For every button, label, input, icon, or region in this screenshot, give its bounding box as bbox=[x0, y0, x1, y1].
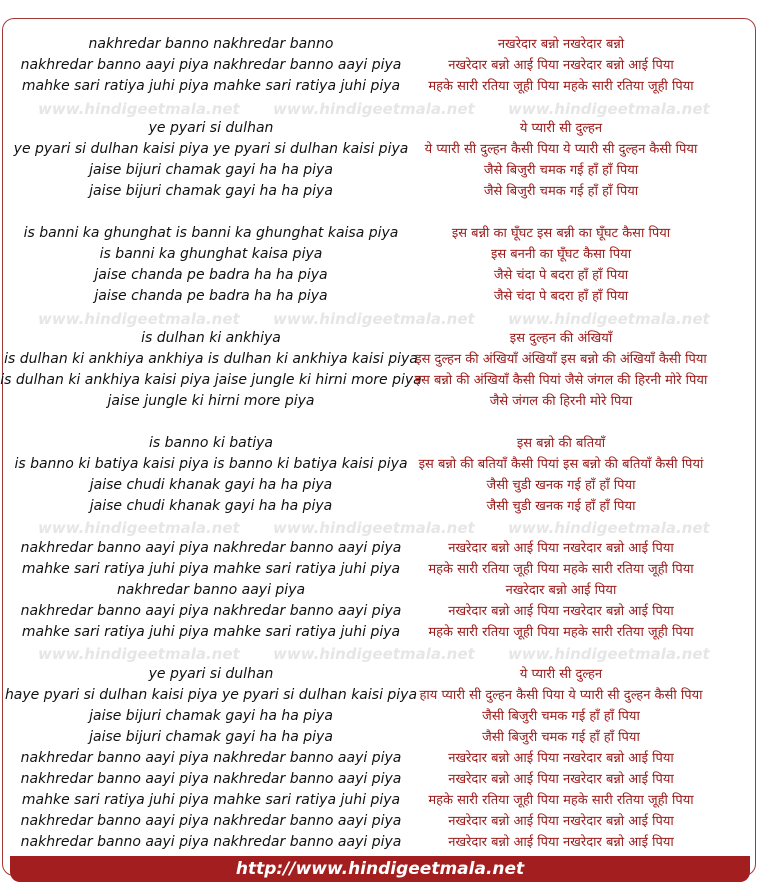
lyric-line-hindi: जैसे चंदा पे बदरा हाँ हाँ पिया bbox=[493, 268, 629, 283]
lyric-line-english: jaise chanda pe badra ha ha piya bbox=[94, 267, 328, 283]
lyric-line-english: haye pyari si dulhan kaisi piya ye pyari si dulhan kaisi piya bbox=[4, 687, 418, 703]
lyric-line-hindi: जैसी बिजुरी चमक गई हाँ हाँ पिया bbox=[482, 709, 640, 724]
lyric-line-hindi: इस दुल्हन की अंखियाँ bbox=[509, 331, 613, 346]
lyric-line-hindi: इस बन्नी का घूँघट इस बन्नी का घूँघट कैसा पिया bbox=[451, 226, 671, 241]
lyric-line-english: is banno ki batiya bbox=[148, 435, 274, 451]
lyric-line-hindi: महके सारी रतिया जूही पिया महके सारी रतिया जूही पिया bbox=[428, 79, 694, 94]
lyric-line-english: nakhredar banno aayi piya nakhredar banno aayi piya bbox=[20, 834, 402, 850]
lyric-line-english: jaise chudi khanak gayi ha ha piya bbox=[89, 477, 333, 493]
lyric-line-hindi: ये प्यारी सी दुल्हन bbox=[519, 667, 603, 682]
lyric-line-english: nakhredar banno aayi piya nakhredar banno aayi piya bbox=[20, 813, 402, 829]
watermark: www.hindigeetmala.net bbox=[38, 100, 240, 118]
lyric-line-hindi: ये प्यारी सी दुल्हन कैसी पिया ये प्यारी सी दुल्हन कैसी पिया bbox=[424, 142, 698, 157]
lyric-line-hindi: जैसे चंदा पे बदरा हाँ हाँ पिया bbox=[493, 289, 629, 304]
lyric-line-english: nakhredar banno nakhredar banno bbox=[88, 36, 334, 52]
lyric-line-english: ye pyari si dulhan bbox=[148, 120, 274, 136]
lyric-line-hindi: जैसी बिजुरी चमक गई हाँ हाँ पिया bbox=[482, 730, 640, 745]
lyric-line-hindi: इस बन्नो की अंखियाँ कैसी पियां जैसे जंगल की हिरनी मोरे पिया bbox=[414, 373, 708, 388]
lyric-line-english: nakhredar banno aayi piya nakhredar banno aayi piya bbox=[20, 540, 402, 556]
lyric-line-english: jaise chudi khanak gayi ha ha piya bbox=[89, 498, 333, 514]
lyric-line-english: mahke sari ratiya juhi piya mahke sari ratiya juhi piya bbox=[21, 624, 401, 640]
lyric-line-english: mahke sari ratiya juhi piya mahke sari ratiya juhi piya bbox=[21, 792, 401, 808]
lyric-line-hindi: महके सारी रतिया जूही पिया महके सारी रतिया जूही पिया bbox=[428, 793, 694, 808]
lyric-line-english: mahke sari ratiya juhi piya mahke sari ratiya juhi piya bbox=[21, 561, 401, 577]
lyric-line-hindi: नखरेदार बन्नो नखरेदार बन्नो bbox=[497, 37, 625, 52]
lyric-line-english: nakhredar banno aayi piya nakhredar banno aayi piya bbox=[20, 57, 402, 73]
lyric-line-english: jaise bijuri chamak gayi ha ha piya bbox=[89, 183, 333, 199]
watermark: www.hindigeetmala.net bbox=[508, 310, 710, 328]
lyric-line-english: is banno ki batiya kaisi piya is banno ki batiya kaisi piya bbox=[14, 456, 408, 472]
lyric-line-hindi: इस बननी का घूँघट कैसा पिया bbox=[490, 247, 632, 262]
watermark: www.hindigeetmala.net bbox=[273, 519, 475, 537]
watermark: www.hindigeetmala.net bbox=[38, 310, 240, 328]
lyric-line-hindi: जैसी चुडी खनक गई हाँ हाँ पिया bbox=[486, 499, 636, 514]
lyric-line-hindi: इस बन्नो की बतियाँ कैसी पियां इस बन्नो की बतियाँ कैसी पियां bbox=[418, 457, 704, 472]
lyric-line-hindi: जैसे बिजुरी चमक गई हाँ हाँ पिया bbox=[483, 184, 639, 199]
watermark: www.hindigeetmala.net bbox=[273, 100, 475, 118]
lyric-line-english: is dulhan ki ankhiya bbox=[141, 330, 281, 346]
lyric-line-hindi: नखरेदार बन्नो आई पिया bbox=[505, 583, 617, 598]
lyric-line-hindi: नखरेदार बन्नो आई पिया नखरेदार बन्नो आई पिया bbox=[448, 814, 674, 829]
footer-url-link[interactable]: http://www.hindigeetmala.net bbox=[235, 859, 525, 879]
lyric-line-hindi: नखरेदार बन्नो आई पिया नखरेदार बन्नो आई पिया bbox=[448, 58, 674, 73]
lyric-line-hindi: जैसे बिजुरी चमक गई हाँ हाँ पिया bbox=[483, 163, 639, 178]
watermark: www.hindigeetmala.net bbox=[38, 645, 240, 663]
lyric-line-english: is dulhan ki ankhiya kaisi piya jaise jungle ki hirni more piya bbox=[0, 372, 422, 388]
lyric-line-english: is banni ka ghunghat is banni ka ghunghat kaisa piya bbox=[23, 225, 399, 241]
watermark: www.hindigeetmala.net bbox=[273, 645, 475, 663]
lyric-line-english: jaise bijuri chamak gayi ha ha piya bbox=[89, 162, 333, 178]
watermark: www.hindigeetmala.net bbox=[508, 519, 710, 537]
lyric-line-hindi: महके सारी रतिया जूही पिया महके सारी रतिया जूही पिया bbox=[428, 562, 694, 577]
lyric-line-english: jaise bijuri chamak gayi ha ha piya bbox=[89, 729, 333, 745]
lyric-line-hindi: इस बन्नो की बतियाँ bbox=[516, 436, 606, 451]
lyric-line-english: ye pyari si dulhan bbox=[148, 666, 274, 682]
footer-bar bbox=[10, 856, 750, 882]
lyric-line-english: nakhredar banno aayi piya nakhredar banno aayi piya bbox=[20, 750, 402, 766]
lyric-line-hindi: जैसी चुडी खनक गई हाँ हाँ पिया bbox=[486, 478, 636, 493]
lyric-line-english: jaise bijuri chamak gayi ha ha piya bbox=[89, 708, 333, 724]
lyric-line-english: ye pyari si dulhan kaisi piya ye pyari si dulhan kaisi piya bbox=[13, 141, 409, 157]
watermark: www.hindigeetmala.net bbox=[273, 310, 475, 328]
lyric-line-hindi: जैसे जंगल की हिरनी मोरे पिया bbox=[489, 394, 633, 409]
watermark: www.hindigeetmala.net bbox=[508, 100, 710, 118]
lyric-line-english: nakhredar banno aayi piya nakhredar banno aayi piya bbox=[20, 603, 402, 619]
lyric-line-hindi: महके सारी रतिया जूही पिया महके सारी रतिया जूही पिया bbox=[428, 625, 694, 640]
lyric-line-english: jaise chanda pe badra ha ha piya bbox=[94, 288, 328, 304]
watermark: www.hindigeetmala.net bbox=[508, 645, 710, 663]
lyric-line-hindi: इस दुल्हन की अंखियाँ अंखियाँ इस बन्नो की अंखियाँ कैसी पिया bbox=[415, 352, 707, 367]
lyric-line-english: is dulhan ki ankhiya ankhiya is dulhan ki ankhiya kaisi piya bbox=[4, 351, 418, 367]
lyric-line-english: is banni ka ghunghat kaisa piya bbox=[99, 246, 323, 262]
lyric-line-hindi: हाय प्यारी सी दुल्हन कैसी पिया ये प्यारी सी दुल्हन कैसी पिया bbox=[419, 688, 703, 703]
lyric-line-hindi: नखरेदार बन्नो आई पिया नखरेदार बन्नो आई पिया bbox=[448, 604, 674, 619]
lyric-line-hindi: नखरेदार बन्नो आई पिया नखरेदार बन्नो आई पिया bbox=[448, 541, 674, 556]
lyric-line-hindi: नखरेदार बन्नो आई पिया नखरेदार बन्नो आई पिया bbox=[448, 772, 674, 787]
lyric-line-hindi: नखरेदार बन्नो आई पिया नखरेदार बन्नो आई पिया bbox=[448, 835, 674, 850]
watermark: www.hindigeetmala.net bbox=[38, 519, 240, 537]
lyric-line-english: nakhredar banno aayi piya nakhredar banno aayi piya bbox=[20, 771, 402, 787]
lyric-line-hindi: ये प्यारी सी दुल्हन bbox=[519, 121, 603, 136]
lyric-line-english: jaise jungle ki hirni more piya bbox=[107, 393, 315, 409]
lyric-line-english: nakhredar banno aayi piya bbox=[116, 582, 306, 598]
lyric-line-hindi: नखरेदार बन्नो आई पिया नखरेदार बन्नो आई पिया bbox=[448, 751, 674, 766]
lyric-line-english: mahke sari ratiya juhi piya mahke sari ratiya juhi piya bbox=[21, 78, 401, 94]
